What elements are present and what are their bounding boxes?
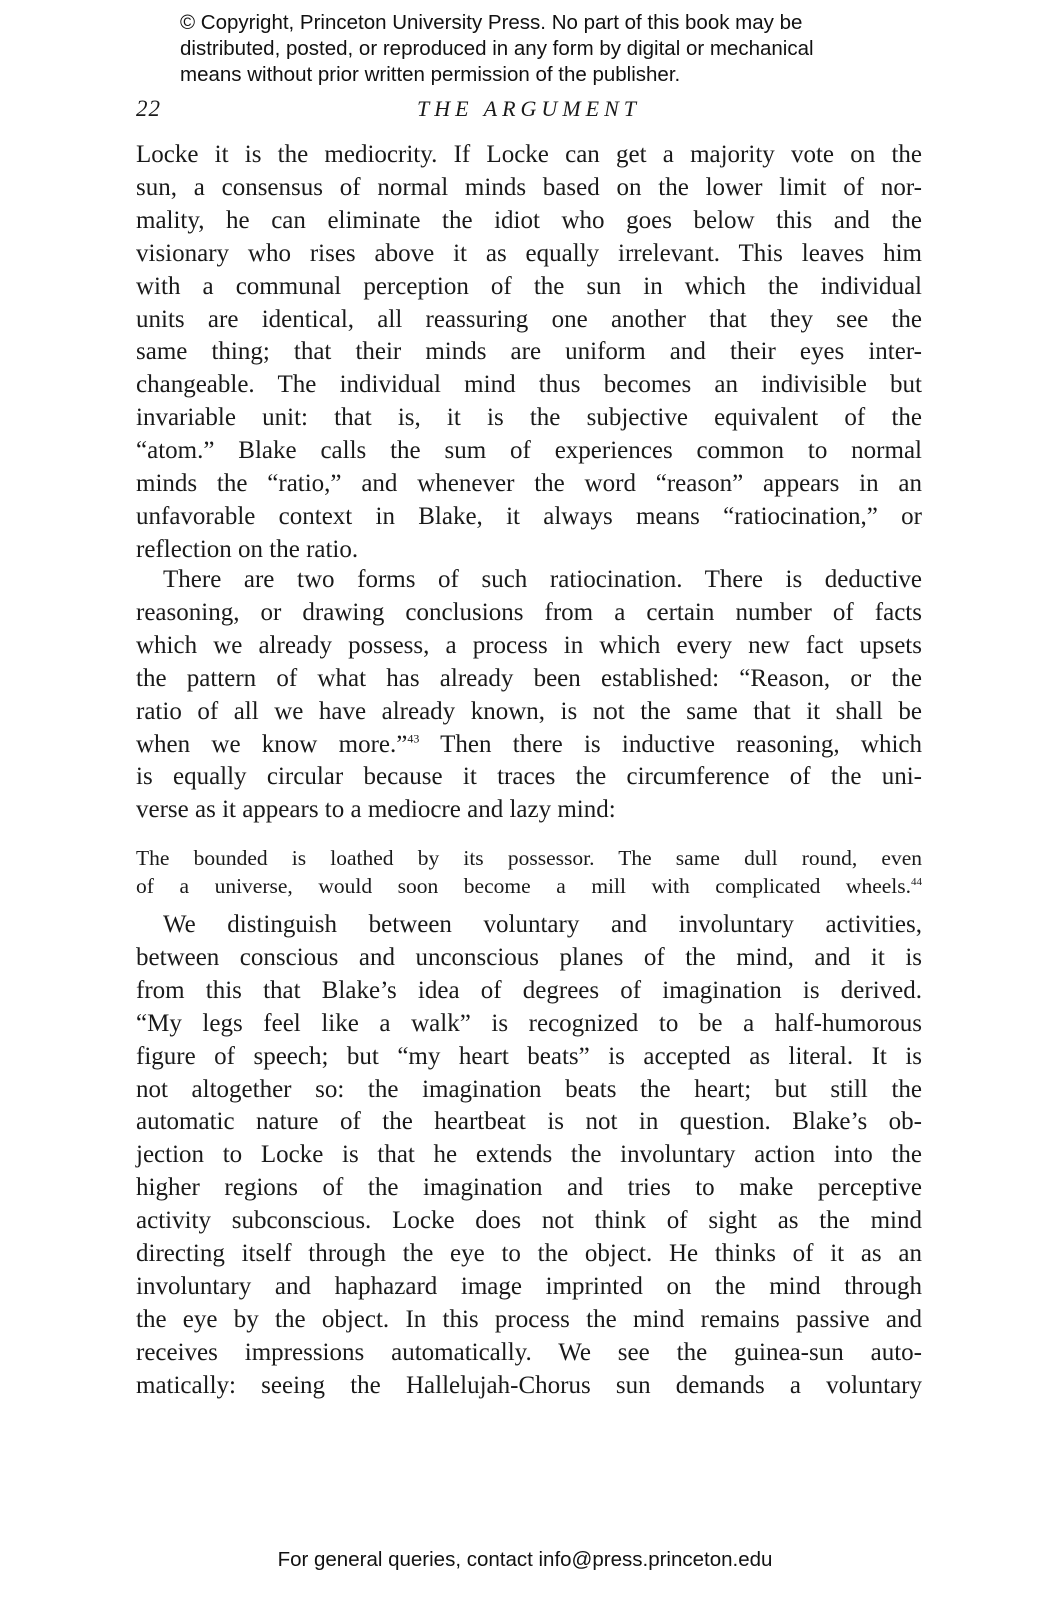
text-line: receives impressions automatically. We see the guinea-sun auto-	[136, 1338, 922, 1366]
text-line: which we already possess, a process in which every new fact upsets	[136, 631, 922, 659]
copyright-notice	[180, 10, 940, 88]
text-line: “My legs feel like a walk” is recognized to be a half-humorous	[136, 1009, 922, 1037]
copyright-line: © Copyright, Princeton University Press. No part of this book may be	[180, 11, 803, 34]
text-line: reflection on the ratio.	[136, 535, 359, 563]
text-line: figure of speech; but “my heart beats” is accepted as literal. It is	[136, 1042, 922, 1070]
text-line: units are identical, all reassuring one another that they see the	[136, 305, 922, 333]
text-line: invariable unit: that is, it is the subjective equivalent of the	[136, 404, 922, 432]
footnote-marker: 44	[911, 875, 922, 888]
text-line: the pattern of what has already been established: “Reason, or the	[136, 664, 922, 692]
text-line: not altogether so: the imagination beats the heart; but still the	[136, 1075, 922, 1103]
paragraph	[136, 909, 922, 1403]
text-line: changeable. The individual mind thus becomes an indivisible but	[136, 371, 922, 399]
text-line: We distinguish between voluntary and involuntary activities,	[163, 911, 922, 938]
quote-line: The bounded is loathed by its possessor. The same dull round, even	[136, 846, 922, 870]
text-line: is equally circular because it traces the circumference of the uni-	[136, 763, 922, 791]
text-segment: of a universe, would soon become a mill with complicated wheels.	[136, 874, 911, 898]
copyright-line: means without prior written permission of the publisher.	[180, 63, 681, 86]
text-line: “atom.” Blake calls the sum of experiences common to normal	[136, 437, 922, 465]
text-line: ratio of all we have already known, is not the same that it shall be	[136, 697, 922, 725]
quote-line	[136, 872, 922, 900]
page-number: 22	[136, 96, 161, 121]
text-line: with a communal perception of the sun in which the individual	[136, 272, 922, 300]
running-title: THE ARGUMENT	[417, 96, 641, 121]
text-line: activity subconscious. Locke does not think of sight as the mind	[136, 1207, 922, 1235]
text-line: automatic nature of the heartbeat is not in question. Blake’s ob-	[136, 1108, 922, 1136]
text-line: the eye by the object. In this process the mind remains passive and	[136, 1305, 922, 1333]
text-line: matically: seeing the Hallelujah-Chorus sun demands a voluntary	[136, 1371, 922, 1399]
text-line: sun, a consensus of normal minds based on the lower limit of nor-	[136, 173, 922, 201]
text-line: directing itself through the eye to the object. He thinks of it as an	[136, 1240, 922, 1268]
text-line: same thing; that their minds are uniform and their eyes inter-	[136, 338, 922, 366]
copyright-line: distributed, posted, or reproduced in any form by digital or mechanical	[180, 37, 814, 60]
text-line: from this that Blake’s idea of degrees of imagination is derived.	[136, 976, 922, 1004]
text-line: reasoning, or drawing conclusions from a certain number of facts	[136, 598, 922, 626]
footnote-marker: 43	[407, 731, 420, 746]
paragraph	[136, 139, 922, 567]
block-quote	[136, 844, 922, 900]
text-line: verse as it appears to a mediocre and lazy mind:	[136, 796, 616, 824]
text-line: jection to Locke is that he extends the involuntary action into the	[136, 1141, 922, 1169]
text-line: visionary who rises above it as equally irrelevant. This leaves him	[136, 239, 922, 267]
text-line: higher regions of the imagination and tries to make perceptive	[136, 1174, 922, 1202]
text-line: mality, he can eliminate the idiot who goes below this and the	[136, 206, 922, 234]
text-line: involuntary and haphazard image imprinted on the mind through	[136, 1272, 922, 1300]
running-head	[136, 96, 922, 126]
text-line: minds the “ratio,” and whenever the word “reason” appears in an	[136, 470, 922, 498]
text-segment: when we know more.”	[136, 730, 408, 758]
footer-contact: For general queries, contact info@press.princeton.edu	[277, 1548, 773, 1571]
text-line	[136, 729, 922, 762]
text-segment: Then there is inductive reasoning, which	[419, 730, 922, 758]
paragraph	[136, 564, 922, 827]
text-line: between conscious and unconscious planes of the mind, and it is	[136, 943, 922, 971]
text-line: There are two forms of such ratiocination. There is deductive	[163, 566, 922, 593]
text-line: unfavorable context in Blake, it always means “ratiocination,” or	[136, 502, 922, 530]
text-line: Locke it is the mediocrity. If Locke can get a majority vote on the	[136, 141, 922, 168]
